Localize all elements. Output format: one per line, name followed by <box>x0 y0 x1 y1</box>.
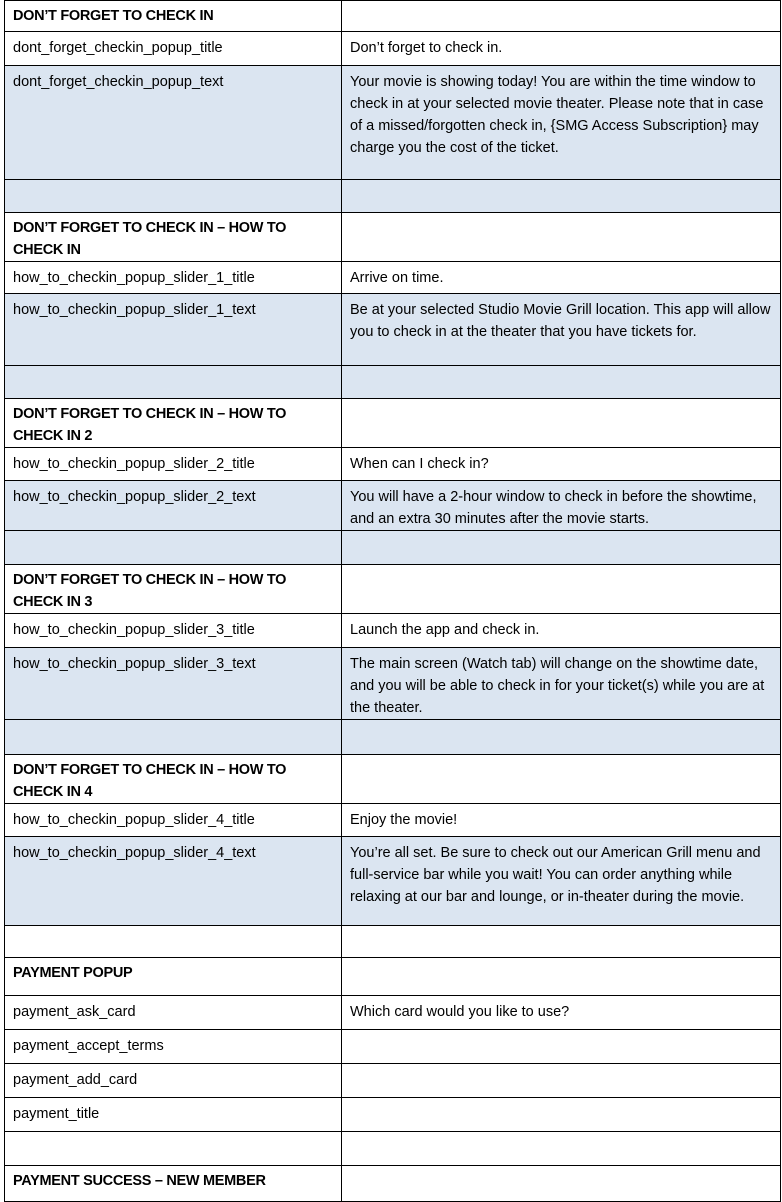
value-cell <box>342 213 781 262</box>
section-title: DON’T FORGET TO CHECK IN – HOW TO CHECK IN 3 <box>13 572 287 610</box>
string-value <box>350 926 774 931</box>
section-header-row <box>5 958 781 996</box>
string-value <box>350 213 774 218</box>
spacer-row <box>5 531 781 565</box>
value-cell <box>342 755 781 804</box>
string-value: Enjoy the movie! <box>350 812 458 828</box>
key-cell <box>5 294 342 366</box>
table-row <box>5 804 781 837</box>
string-key <box>13 180 335 185</box>
string-value: Your movie is showing today! You are within the time window to check in at your selected movie theater. Please note that in case of a missed/forgotten check in, {SMG Access Subscription} may charge you the cost of the ticket. <box>350 74 764 156</box>
table-row <box>5 66 781 180</box>
strings-table-body <box>5 1 781 1202</box>
key-cell <box>5 531 342 565</box>
string-value <box>350 366 774 371</box>
key-cell <box>5 1132 342 1166</box>
key-cell <box>5 614 342 648</box>
value-cell <box>342 614 781 648</box>
string-key: how_to_checkin_popup_slider_1_text <box>13 302 256 318</box>
value-cell <box>342 448 781 481</box>
string-key: how_to_checkin_popup_slider_3_text <box>13 656 256 672</box>
string-value: You’re all set. Be sure to check out our American Grill menu and full-service bar while you wait! You can order anything while relaxing at our bar and lounge, or in-theater during the movie. <box>350 845 761 905</box>
key-cell <box>5 1 342 32</box>
table-row <box>5 1064 781 1098</box>
value-cell <box>342 481 781 531</box>
value-cell <box>342 262 781 294</box>
key-cell <box>5 720 342 755</box>
table-row <box>5 1098 781 1132</box>
value-cell <box>342 66 781 180</box>
key-cell <box>5 958 342 996</box>
value-cell <box>342 804 781 837</box>
key-cell <box>5 448 342 481</box>
value-cell <box>342 1030 781 1064</box>
string-key: dont_forget_checkin_popup_text <box>13 74 224 90</box>
table-row <box>5 481 781 531</box>
table-row <box>5 448 781 481</box>
key-cell <box>5 66 342 180</box>
string-key: payment_accept_terms <box>13 1038 164 1054</box>
value-cell <box>342 1 781 32</box>
section-header-row <box>5 399 781 448</box>
section-title: DON’T FORGET TO CHECK IN <box>13 8 214 24</box>
value-cell <box>342 366 781 399</box>
string-key: payment_title <box>13 1106 100 1122</box>
table-row <box>5 996 781 1030</box>
section-title: PAYMENT POPUP <box>13 965 133 981</box>
string-value <box>350 1030 774 1035</box>
string-key: how_to_checkin_popup_slider_2_title <box>13 456 255 472</box>
key-cell <box>5 1098 342 1132</box>
section-title: PAYMENT SUCCESS – NEW MEMBER <box>13 1173 266 1189</box>
string-value: When can I check in? <box>350 456 489 472</box>
string-value <box>350 1132 774 1137</box>
key-cell <box>5 804 342 837</box>
table-row <box>5 32 781 66</box>
string-value <box>350 958 774 963</box>
string-value: Arrive on time. <box>350 270 444 286</box>
spacer-row <box>5 366 781 399</box>
string-value: Launch the app and check in. <box>350 622 540 638</box>
key-cell <box>5 213 342 262</box>
string-value <box>350 1098 774 1103</box>
key-cell <box>5 180 342 213</box>
string-value <box>350 531 774 536</box>
value-cell <box>342 958 781 996</box>
section-header-row <box>5 1 781 32</box>
section-header-row <box>5 565 781 614</box>
string-key <box>13 1132 335 1137</box>
string-key: how_to_checkin_popup_slider_4_text <box>13 845 256 861</box>
table-row <box>5 614 781 648</box>
key-cell <box>5 996 342 1030</box>
spacer-row <box>5 180 781 213</box>
key-cell <box>5 755 342 804</box>
string-value: Don’t forget to check in. <box>350 40 503 56</box>
value-cell <box>342 531 781 565</box>
value-cell <box>342 565 781 614</box>
key-cell <box>5 648 342 720</box>
string-value: You will have a 2-hour window to check in before the showtime, and an extra 30 minutes after the movie starts. <box>350 489 757 527</box>
string-value <box>350 565 774 570</box>
string-value: Be at your selected Studio Movie Grill location. This app will allow you to check in at the theater that you have tickets for. <box>350 302 771 340</box>
key-cell <box>5 366 342 399</box>
section-title: DON’T FORGET TO CHECK IN – HOW TO CHECK IN <box>13 220 287 258</box>
spacer-row <box>5 720 781 755</box>
value-cell <box>342 720 781 755</box>
section-header-row <box>5 755 781 804</box>
key-cell <box>5 32 342 66</box>
key-cell <box>5 565 342 614</box>
value-cell <box>342 294 781 366</box>
string-key <box>13 531 335 536</box>
string-value <box>350 755 774 760</box>
key-cell <box>5 1064 342 1098</box>
string-key <box>13 720 335 725</box>
spacer-row <box>5 926 781 958</box>
value-cell <box>342 180 781 213</box>
value-cell <box>342 926 781 958</box>
value-cell <box>342 1166 781 1202</box>
string-key: how_to_checkin_popup_slider_4_title <box>13 812 255 828</box>
string-value <box>350 1 774 6</box>
key-cell <box>5 1030 342 1064</box>
spacer-row <box>5 1132 781 1166</box>
string-key: how_to_checkin_popup_slider_2_text <box>13 489 256 505</box>
section-header-row <box>5 1166 781 1202</box>
string-key: dont_forget_checkin_popup_title <box>13 40 223 56</box>
string-key <box>13 926 335 931</box>
table-row <box>5 837 781 926</box>
value-cell <box>342 996 781 1030</box>
string-key: how_to_checkin_popup_slider_3_title <box>13 622 255 638</box>
value-cell <box>342 32 781 66</box>
string-value <box>350 180 774 185</box>
key-cell <box>5 262 342 294</box>
string-value <box>350 1166 774 1171</box>
value-cell <box>342 648 781 720</box>
string-key: how_to_checkin_popup_slider_1_title <box>13 270 255 286</box>
table-row <box>5 1030 781 1064</box>
key-cell <box>5 1166 342 1202</box>
string-value <box>350 720 774 725</box>
string-value <box>350 1064 774 1069</box>
section-header-row <box>5 213 781 262</box>
key-cell <box>5 926 342 958</box>
string-value <box>350 399 774 404</box>
key-cell <box>5 399 342 448</box>
string-value: Which card would you like to use? <box>350 1004 570 1020</box>
section-title: DON’T FORGET TO CHECK IN – HOW TO CHECK IN 4 <box>13 762 287 800</box>
strings-table <box>4 0 781 1202</box>
table-row <box>5 262 781 294</box>
value-cell <box>342 837 781 926</box>
value-cell <box>342 399 781 448</box>
table-row <box>5 294 781 366</box>
string-value: The main screen (Watch tab) will change on the showtime date, and you will be able to check in for your ticket(s) while you are at the theater. <box>350 656 765 716</box>
string-key: payment_add_card <box>13 1072 138 1088</box>
table-row <box>5 648 781 720</box>
section-title: DON’T FORGET TO CHECK IN – HOW TO CHECK IN 2 <box>13 406 287 444</box>
string-key <box>13 366 335 371</box>
string-key: payment_ask_card <box>13 1004 136 1020</box>
key-cell <box>5 481 342 531</box>
value-cell <box>342 1098 781 1132</box>
value-cell <box>342 1064 781 1098</box>
value-cell <box>342 1132 781 1166</box>
key-cell <box>5 837 342 926</box>
